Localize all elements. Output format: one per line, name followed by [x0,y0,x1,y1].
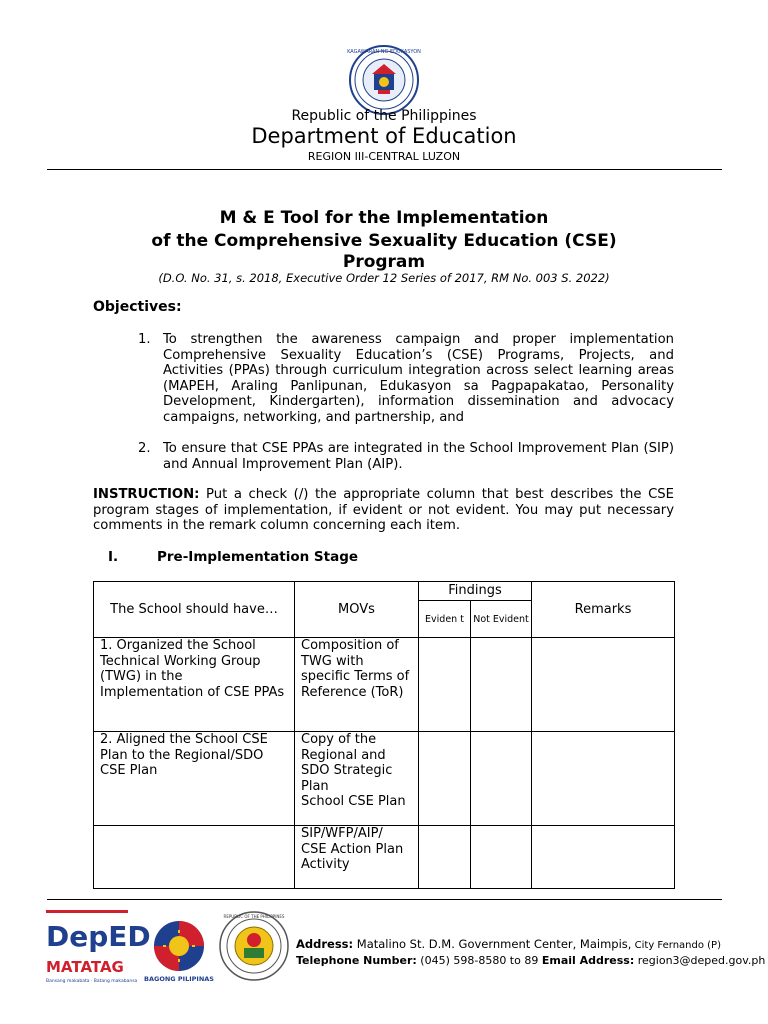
remarks-cell[interactable] [532,826,675,889]
header-evident: Eviden t [419,601,471,638]
objective-text: To ensure that CSE PPAs are integrated in the School Improvement Plan (SIP) and Annual Improvement Plan (AIP). [163,441,674,472]
region-name: REGION III-CENTRAL LUZON [307,150,461,163]
telephone-value: (045) 598-8580 to 89 [416,954,542,967]
bagong-pilipinas-text: BAGONG PILIPINAS [144,975,214,983]
republic-line: Republic of the Philippines [291,108,477,124]
not-evident-check-cell[interactable] [471,638,532,732]
section-number: I. [108,549,119,565]
movs-cell: Copy of the Regional and SDO Strategic Plan School CSE Plan [295,732,419,826]
footer-contact [296,954,765,967]
header-not-evident: Not Evident [471,601,532,638]
evident-check-cell[interactable] [419,826,471,889]
doc-title-line3: Program [342,252,426,272]
movs-cell: Composition of TWG with specific Terms of Reference (ToR) [295,638,419,732]
objective-item [138,332,674,427]
telephone-label: Telephone Number: [296,954,417,967]
deped-seal-logo [348,44,420,116]
deped-seal-footer-logo [218,910,290,982]
section-title: Pre-Implementation Stage [157,549,359,565]
objectives-heading: Objectives: [93,299,182,315]
address-label: Address: [296,937,354,951]
school-cell: 2. Aligned the School CSE Plan to the Regional/SDO CSE Plan [94,732,295,826]
remarks-cell[interactable] [532,638,675,732]
footer-address [296,937,721,951]
objective-item [138,441,674,475]
email-value[interactable]: region3@deped.gov.ph [634,954,766,967]
not-evident-check-cell[interactable] [471,826,532,889]
objective-number: 1. [138,332,151,347]
header-school-should-have: The School should have… [94,582,295,638]
not-evident-check-cell[interactable] [471,732,532,826]
department-name: Department of Education [251,124,517,148]
objective-text: To strengthen the awareness campaign and proper implementation Comprehensive Sexuality Education’s (CSE) Programs, Projects, and Activities (PPAs) through curriculum integration across select learning areas (MAPEH, Araling Panlipunan, Edukasyon sa Pagpapakatao, Personality Development, Kindergarten), information dissemination and advocacy campaigns, networking, and partnership, and [163,332,674,425]
instruction-text: Put a check (/) the appropriate column that best describes the CSE program stages of implementation, if evident or not evident. You may put necessary comments in the remark column concerning each item. [93,487,674,533]
instruction-label: INSTRUCTION: [93,487,200,502]
header-movs: MOVs [295,582,419,638]
address-value: Matalino St. D.M. Government Center, Maimpis, [353,937,632,951]
school-cell: 1. Organized the School Technical Working Group (TWG) in the Implementation of CSE PPAs [94,638,295,732]
doc-reference: (D.O. No. 31, s. 2018, Executive Order 12 Series of 2017, RM No. 003 S. 2022) [158,271,610,285]
table-row [94,826,675,889]
table-row [94,638,675,732]
header-remarks: Remarks [532,582,675,638]
evident-check-cell[interactable] [419,732,471,826]
header-divider [47,169,722,170]
evident-check-cell[interactable] [419,638,471,732]
email-label: Email Address: [541,954,635,967]
movs-cell: SIP/WFP/AIP/ CSE Action Plan Activity [295,826,419,889]
deped-wordmark: DepED [46,920,151,953]
doc-title-line2: of the Comprehensive Sexuality Education (CSE) [151,231,617,251]
instruction-paragraph [93,487,674,534]
svg-text:REPUBLIC OF THE PHILIPPINES: REPUBLIC OF THE PHILIPPINES [223,914,285,919]
doc-title-line1: M & E Tool for the Implementation [219,208,549,228]
deped-matatag-logo [44,910,151,985]
school-cell [94,826,295,889]
table-row [94,732,675,826]
bagong-pilipinas-logo [146,918,212,984]
remarks-cell[interactable] [532,732,675,826]
objective-number: 2. [138,441,151,456]
svg-text:KAGAWARAN NG EDUKASYON: KAGAWARAN NG EDUKASYON [347,49,421,55]
matatag-tagline: Bansang makabata · Batang makabansa [46,979,138,984]
header-findings: Findings [419,582,532,601]
footer-divider [47,899,722,900]
matatag-wordmark: MATATAG [46,958,124,976]
me-tool-table [93,581,675,889]
address-city: City Fernando (P) [631,940,721,951]
